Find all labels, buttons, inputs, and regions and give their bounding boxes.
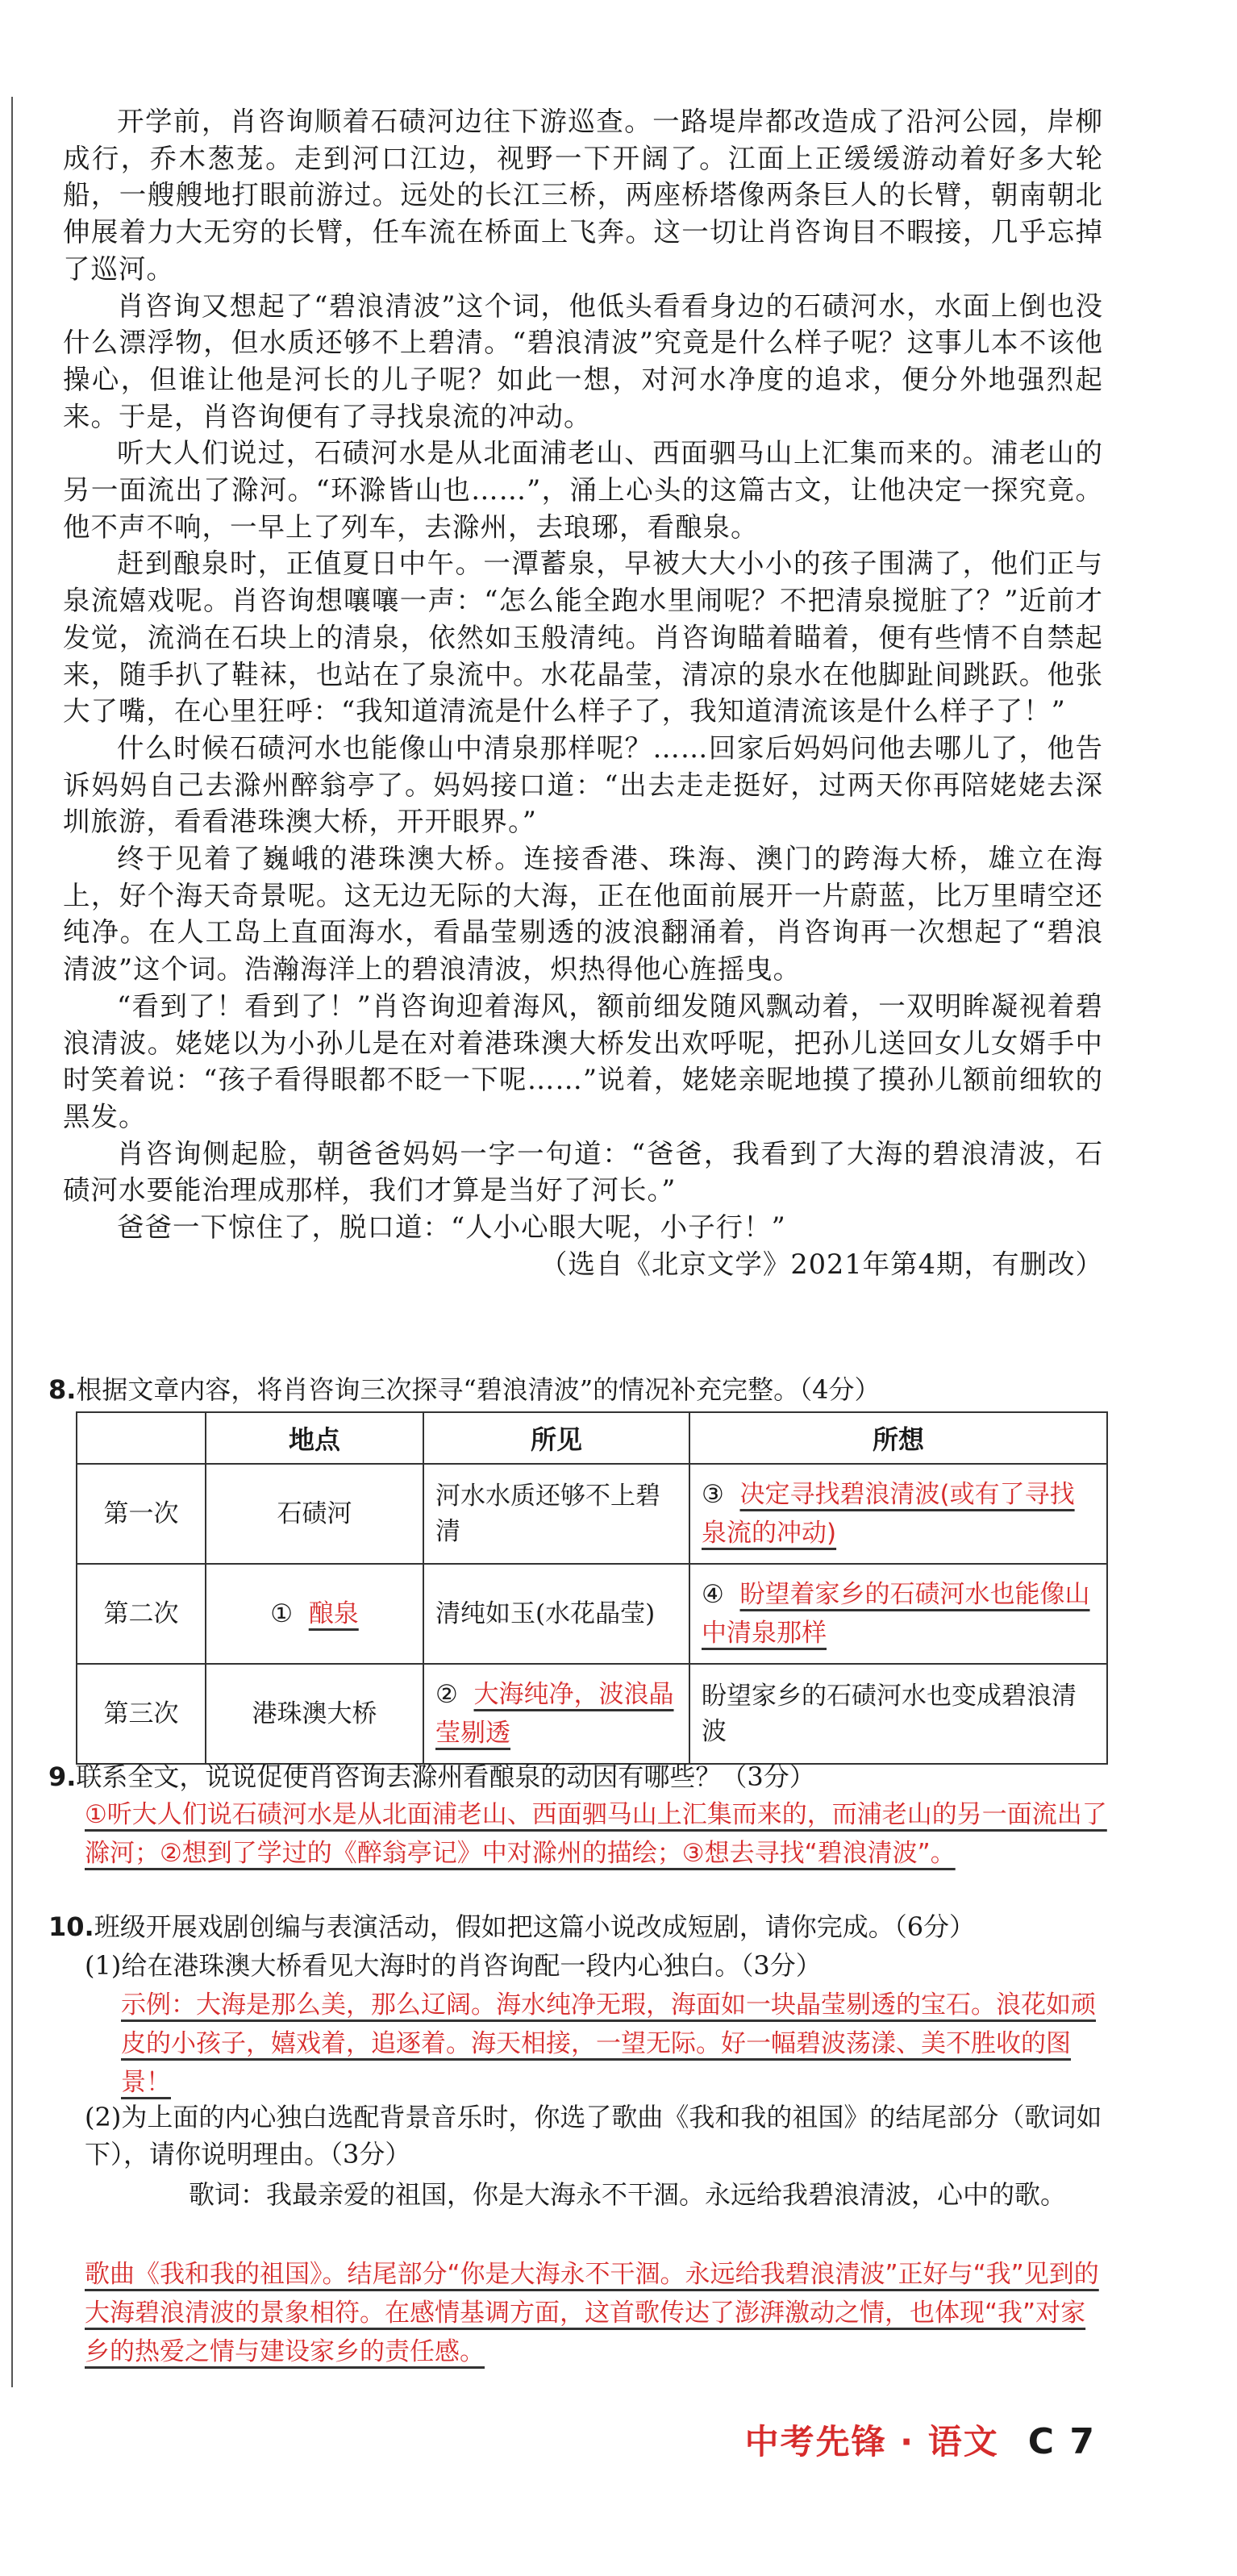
question-8 [48,1371,1113,1408]
story-paragraph: 终于见着了巍峨的港珠澳大桥。连接香港、珠海、澳门的跨海大桥，雄立在海上，好个海天奇景呢。这无边无际的大海，正在他面前展开一片蔚蓝，比万里晴空还纯净。在人工岛上直面海水，看晶莹剔透的波浪翻涌着，肖咨询再一次想起了“碧浪清波”这个词。浩瀚海洋上的碧浪清波，炽热得他心旌摇曳。 [63,843,1103,986]
story-paragraph: “看到了！看到了！”肖咨询迎着海风，额前细发随风飘动着，一双明眸凝视着碧浪清波。姥姥以为小孙儿是在对着港珠澳大桥发出欢呼呢，把孙儿送回女儿女婿手中时笑着说：“孩子看得眼都不眨一下呢……”说着，姥姥亲昵地摸了摸孙儿额前细软的黑发。 [63,990,1103,1132]
blank-number: ③ [702,1480,724,1509]
cell-place: 港珠澳大桥 [206,1664,423,1764]
page-number: C 7 [1027,2421,1096,2462]
answer-q10-2: 歌曲《我和我的祖国》。结尾部分“你是大海永不干涸。永远给我碧浪清波”正好与“我”见到的大海碧浪清波的景象相符。在感情基调方面，这首歌传达了澎湃激动之情，也体现“我”对家乡的热爱之情与建设家乡的责任感。 [85,2260,1099,2366]
question-text: 班级开展戏剧创编与表演活动，假如把这篇小说改成短剧，请你完成。（6分） [94,1911,976,1942]
cell-place [206,1564,423,1664]
question-number: 8. [48,1374,77,1405]
cell-thought [689,1564,1107,1664]
answer-text: 大海纯净，波浪晶莹剔透 [435,1680,674,1748]
row-label: 第二次 [77,1564,206,1664]
answer-q10-1: 示例：大海是那么美，那么辽阔。海水纯净无瑕，海面如一块晶莹剔透的宝石。浪花如顽皮的小孩子，嬉戏着，追逐着。海天相接，一望无际。好一幅碧波荡漾、美不胜收的图景！ [121,1990,1096,2097]
answer-text: 酿泉 [308,1599,359,1628]
cell-seen: 河水水质还够不上碧清 [423,1464,689,1564]
table-row [77,1564,1107,1664]
question-text: 联系全文，说说促使肖咨询去滁州看酿泉的动因有哪些？（3分） [76,1761,815,1792]
story-paragraph: 肖咨询侧起脸，朝爸爸妈妈一字一句道：“爸爸，我看到了大海的碧浪清波，石碛河水要能治理成那样，我们才算是当好了河长。” [63,1137,1103,1207]
question-9 [48,1758,1113,1795]
story-paragraph: 什么时候石碛河水也能像山中清泉那样呢？……回家后妈妈问他去哪儿了，他告诉妈妈自己去滁州醉翁亭了。妈妈接口道：“出去走走挺好，过两天你再陪姥姥去深圳旅游，看看港珠澳大桥，开开眼界。” [63,732,1103,838]
question-number: 9. [48,1761,77,1792]
question-10 [48,1908,1113,1945]
answer-text: 决定寻找碧浪清波(或有了寻找泉流的冲动) [702,1480,1075,1548]
table-header-row [77,1412,1107,1464]
table-row [77,1464,1107,1564]
question-text: 根据文章内容，将肖咨询三次探寻“碧浪清波”的情况补充完整。（4分） [76,1374,881,1405]
cell-thought [689,1464,1107,1564]
row-label: 第三次 [77,1664,206,1764]
table-header: 地点 [206,1412,423,1464]
cell-place: 石碛河 [206,1464,423,1564]
story-paragraph: 爸爸一下惊住了，脱口道：“人小心眼大呢，小子行！” [117,1211,786,1244]
table-header: 所见 [423,1412,689,1464]
blank-number: ① [270,1599,294,1628]
song-lyrics: 歌词：我最亲爱的祖国，你是大海永不干涸。永远给我碧浪清波，心中的歌。 [189,2179,1067,2210]
story-paragraph: 听大人们说过，石碛河水是从北面浦老山、西面驷马山上汇集而来的。浦老山的另一面流出了滁河。“环滁皆山也……”，涌上心头的这篇古文，让他决定一探究竟。他不声不响，一早上了列车，去滁州，去琅琊，看酿泉。 [63,437,1103,543]
table-row [77,1664,1107,1764]
answer-text: 盼望着家乡的石碛河水也能像山中清泉那样 [702,1580,1090,1648]
subquestion-1: (1)给在港珠澳大桥看见大海时的肖咨询配一段内心独白。（3分） [85,1950,822,1981]
page-footer [745,2416,1096,2464]
story-paragraph: 赶到酿泉时，正值夏日中午。一潭蓄泉，早被大大小小的孩子围满了，他们正与泉流嬉戏呢。肖咨询想嚷嚷一声：“怎么能全跑水里闹呢？不把清泉搅脏了？”近前才发觉，流淌在石块上的清泉，依然如玉般清纯。肖咨询瞄着瞄着，便有些情不自禁起来，随手扒了鞋袜，也站在了泉流中。水花晶莹，清凉的泉水在他脚趾间跳跃。他张大了嘴，在心里狂呼：“我知道清流是什么样子了，我知道清流该是什么样子了！” [63,548,1103,727]
cell-seen [423,1664,689,1764]
story-text [63,103,1103,1283]
blank-number: ② [435,1680,458,1709]
margin-line [11,97,13,2387]
row-label: 第一次 [77,1464,206,1564]
story-source: （选自《北京文学》2021年第4期，有删改） [539,1248,1103,1280]
table-header [77,1412,206,1464]
story-paragraph: 肖咨询又想起了“碧浪清波”这个词，他低头看看身边的石碛河水，水面上倒也没什么漂浮物，但水质还够不上碧清。“碧浪清波”究竟是什么样子呢？这事儿本不该他操心，但谁让他是河长的儿子呢？如此一想，对河水净度的追求，便分外地强烈起来。于是，肖咨询便有了寻找泉流的冲动。 [63,290,1103,432]
cell-thought: 盼望家乡的石碛河水也变成碧浪清波 [689,1664,1107,1764]
footer-brand: 中考先锋 · 语文 [744,2422,999,2461]
question-number: 10. [48,1911,94,1942]
answer-table [76,1411,1108,1765]
answer-q9: ①听大人们说石碛河水是从北面浦老山、西面驷马山上汇集而来的，而浦老山的另一面流出了滁河；②想到了学过的《醉翁亭记》中对滁州的描绘；③想去寻找“碧浪清波”。 [85,1800,1107,1868]
cell-seen: 清纯如玉(水花晶莹) [423,1564,689,1664]
blank-number: ④ [702,1580,724,1609]
table-header: 所想 [689,1412,1107,1464]
story-paragraph: 开学前，肖咨询顺着石碛河边往下游巡查。一路堤岸都改造成了沿河公园，岸柳成行，乔木葱茏。走到河口江边，视野一下开阔了。江面上正缓缓游动着好多大轮船，一艘艘地打眼前游过。远处的长江三桥，两座桥塔像两条巨人的长臂，朝南朝北伸展着力大无穷的长臂，任车流在桥面上飞奔。这一切让肖咨询目不暇接，几乎忘掉了巡河。 [63,106,1103,285]
subquestion-2: (2)为上面的内心独白选配背景音乐时，你选了歌曲《我和我的祖国》的结尾部分（歌词如下），请你说明理由。（3分） [85,2102,1102,2170]
